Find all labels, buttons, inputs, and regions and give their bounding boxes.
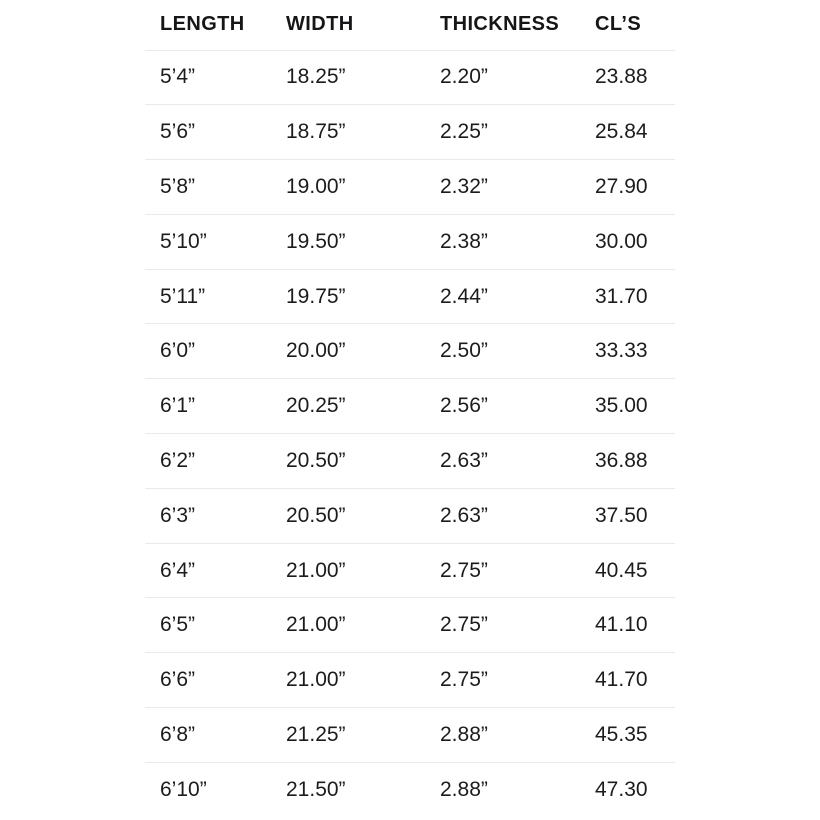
cell-cls: 31.70 xyxy=(595,269,675,324)
cell-width: 21.25” xyxy=(286,708,440,763)
cell-thickness: 2.50” xyxy=(440,324,595,379)
column-header-length: LENGTH xyxy=(145,0,286,50)
cell-thickness: 2.75” xyxy=(440,598,595,653)
column-header-cls: CL’S xyxy=(595,0,675,50)
cell-width: 20.00” xyxy=(286,324,440,379)
cell-cls: 41.70 xyxy=(595,653,675,708)
cell-width: 21.50” xyxy=(286,778,346,801)
cell-cls: 37.50 xyxy=(595,488,675,543)
cell-cls: 36.88 xyxy=(595,434,675,489)
table-row xyxy=(145,708,675,763)
table-row xyxy=(145,434,675,489)
cell-cls: 40.45 xyxy=(595,543,675,598)
table-row xyxy=(145,269,675,324)
cell-length: 5’10” xyxy=(145,214,286,269)
table-body xyxy=(145,50,675,817)
column-header-width: WIDTH xyxy=(286,0,440,50)
cell-thickness: 2.75” xyxy=(440,543,595,598)
table-row xyxy=(145,762,675,817)
cell-thickness: 2.75” xyxy=(440,653,595,708)
cell-thickness: 2.32” xyxy=(440,160,595,215)
cell-length: 6’3” xyxy=(145,488,286,543)
cell-width: 21.00” xyxy=(286,598,440,653)
table-row xyxy=(145,324,675,379)
cell-width: 19.00” xyxy=(286,160,440,215)
table-row xyxy=(145,598,675,653)
table-header xyxy=(145,0,675,50)
cell-cls: 35.00 xyxy=(595,379,675,434)
cell-width: 18.75” xyxy=(286,105,440,160)
header-row xyxy=(145,0,675,50)
table-row xyxy=(145,50,675,105)
cell-thickness: 2.25” xyxy=(440,105,595,160)
cell-length: 6’2” xyxy=(145,434,286,489)
cell-length: 6’6” xyxy=(145,653,286,708)
cell-width: 19.75” xyxy=(286,269,440,324)
cell-width: 20.50” xyxy=(286,488,440,543)
cell-thickness: 2.20” xyxy=(440,50,595,105)
cell-width: 19.50” xyxy=(286,214,440,269)
cell-thickness: 2.88” xyxy=(440,778,488,801)
cell-thickness: 2.56” xyxy=(440,379,595,434)
table-row xyxy=(145,379,675,434)
cell-width: 21.00” xyxy=(286,653,440,708)
cell-cls: 30.00 xyxy=(595,214,675,269)
spec-table xyxy=(145,0,675,817)
board-spec-table xyxy=(145,0,675,817)
cell-length: 6’4” xyxy=(145,543,286,598)
cell-cls: 45.35 xyxy=(595,708,675,763)
cell-length: 6’0” xyxy=(145,324,286,379)
cell-width: 21.00” xyxy=(286,543,440,598)
column-header-thickness: THICKNESS xyxy=(440,0,595,50)
cell-cls: 27.90 xyxy=(595,160,675,215)
cell-length: 6’1” xyxy=(145,379,286,434)
cell-thickness: 2.63” xyxy=(440,488,595,543)
cell-length: 5’8” xyxy=(145,160,286,215)
cell-length: 6’8” xyxy=(145,708,286,763)
cell-length: 6’5” xyxy=(145,598,286,653)
cell-thickness: 2.38” xyxy=(440,214,595,269)
cell-thickness: 2.63” xyxy=(440,434,595,489)
table-row xyxy=(145,653,675,708)
cell-thickness: 2.44” xyxy=(440,269,595,324)
cell-cls: 41.10 xyxy=(595,598,675,653)
table-row xyxy=(145,488,675,543)
cell-length: 5’6” xyxy=(145,105,286,160)
cell-length: 5’11” xyxy=(145,269,286,324)
table-row xyxy=(145,214,675,269)
cell-width: 20.50” xyxy=(286,434,440,489)
cell-length: 5’4” xyxy=(145,50,286,105)
cell-width: 18.25” xyxy=(286,50,440,105)
cell-cls: 33.33 xyxy=(595,324,675,379)
cell-thickness: 2.88” xyxy=(440,708,595,763)
cell-width: 20.25” xyxy=(286,379,440,434)
table-row xyxy=(145,105,675,160)
cell-cls: 23.88 xyxy=(595,50,675,105)
cell-length: 6’10” xyxy=(160,778,207,801)
table-row xyxy=(145,543,675,598)
cell-cls: 47.30 xyxy=(595,778,648,801)
cell-cls: 25.84 xyxy=(595,105,675,160)
table-row xyxy=(145,160,675,215)
